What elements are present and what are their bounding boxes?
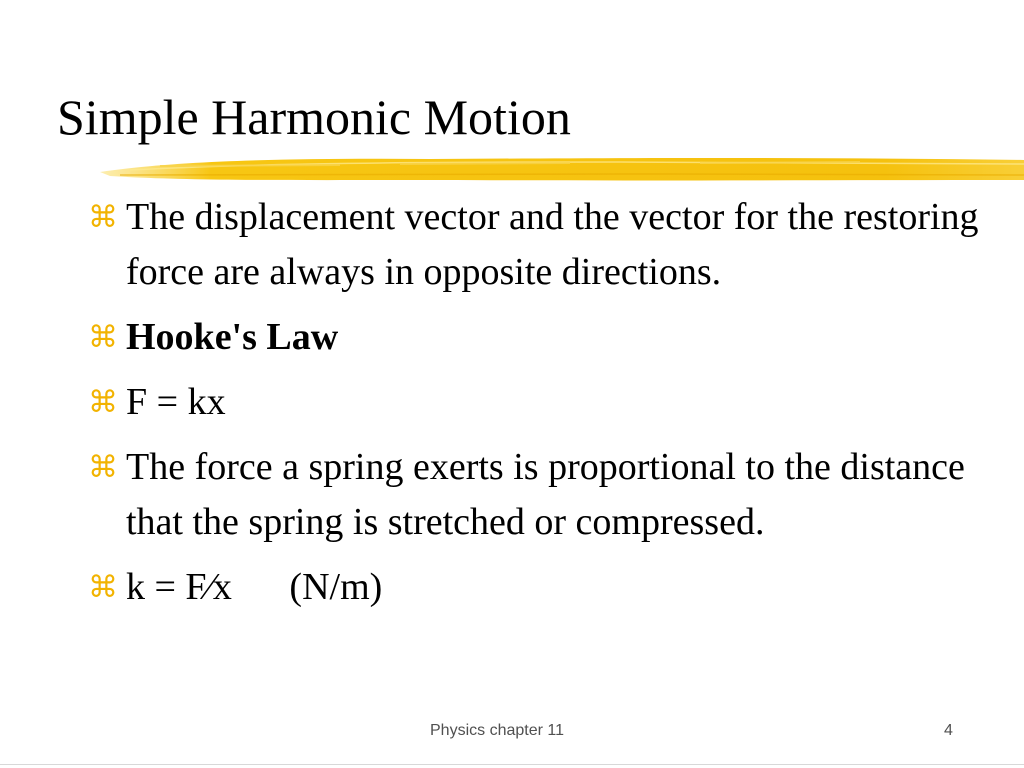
- page-number: 4: [944, 722, 953, 739]
- bullet-text: Hooke's Law: [126, 316, 339, 358]
- bullet-spring-constant: [88, 560, 988, 615]
- bullet-text: k = F⁄x: [126, 566, 232, 608]
- footer-text: Physics chapter 11: [430, 722, 564, 739]
- bullet-list: [88, 190, 988, 625]
- bullet-spring-force: [88, 440, 988, 550]
- bullet-displacement-vector: [88, 190, 988, 300]
- command-key-icon: ⌘: [88, 320, 118, 355]
- bullet-text: The displacement vector and the vector for the restoring force are always in opposite directions.: [126, 196, 979, 293]
- command-key-icon: ⌘: [88, 385, 118, 420]
- bullet-units: (N/m): [289, 566, 383, 608]
- command-key-icon: ⌘: [88, 570, 118, 605]
- bullet-text: F = kx: [126, 381, 226, 423]
- command-key-icon: ⌘: [88, 200, 118, 235]
- bullet-hookes-law: [88, 310, 988, 365]
- slide-title: Simple Harmonic Motion: [57, 89, 571, 145]
- title-underline-brushstroke: [100, 150, 1024, 190]
- bullet-text: The force a spring exerts is proportional to the distance that the spring is stretched or compressed.: [126, 446, 965, 543]
- bottom-divider: [0, 764, 1024, 765]
- command-key-icon: ⌘: [88, 450, 118, 485]
- bullet-formula-f-kx: [88, 375, 988, 430]
- slide-footer: [0, 722, 1024, 746]
